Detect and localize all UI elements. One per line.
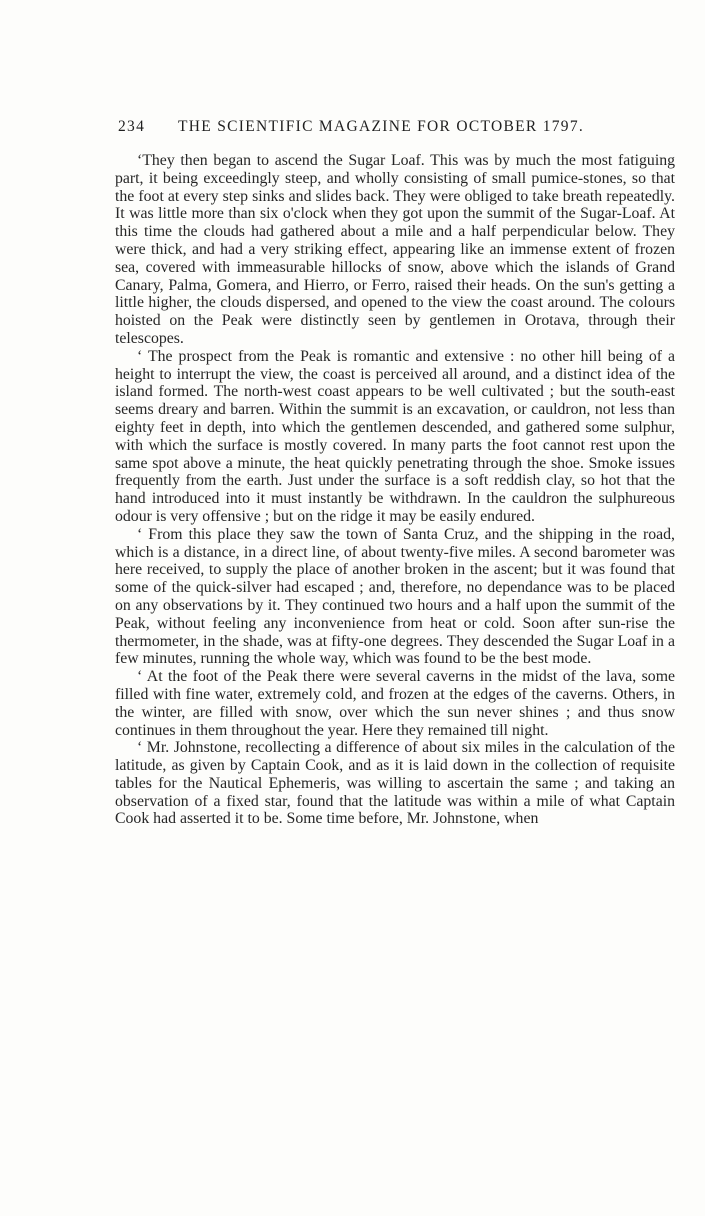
page-number: 234: [118, 118, 146, 135]
paragraph-3: ‘ From this place they saw the town of Santa Cruz, and the shipping in the road, which is a distance, in a direct line, of about twenty-five miles. A second barometer was here received, to supply the place of another broken in the ascent; but it was found that some of the quick-silver had escaped ; and, therefore, no dependance was to be placed on any observations by it. They continued two hours and a half upon the summit of the Peak, without feeling any inconvenience from heat or cold. Soon after sun-rise the thermometer, in the shade, was at fifty-one degrees. They descended the Sugar Loaf in a few minutes, running the whole way, which was found to be the best mode.: [115, 525, 675, 668]
running-title: THE SCIENTIFIC MAGAZINE FOR OCTOBER 1797.: [178, 118, 585, 135]
paragraph-4: ‘ At the foot of the Peak there were several caverns in the midst of the lava, some filled with fine water, extremely cold, and frozen at the edges of the caverns. Others, in the winter, are filled with snow, over which the sun never shines ; and thus snow continues in them throughout the year. Here they remained till night.: [115, 668, 675, 739]
paragraph-1: ‘They then began to ascend the Sugar Loaf. This was by much the most fatiguing part, it being exceedingly steep, and wholly consisting of small pumice-stones, so that the foot at every step sinks and slides back. They were obliged to take breath repeatedly. It was little more than six o'clock when they got upon the summit of the Sugar-Loaf. At this time the clouds had gathered about a mile and a half perpendicular below. They were thick, and had a very striking effect, appearing like an immense extent of frozen sea, covered with immeasurable hillocks of snow, above which the islands of Grand Canary, Palma, Gomera, and Hierro, or Ferro, raised their heads. On the sun's getting a little higher, the clouds dispersed, and opened to the view the coast around. The colours hoisted on the Peak were distinctly seen by gentlemen in Orotava, through their telescopes.: [115, 152, 675, 347]
article-body: [115, 152, 675, 828]
paragraph-2: ‘ The prospect from the Peak is romantic and extensive : no other hill being of a height to interrupt the view, the coast is perceived all around, and a distinct idea of the island formed. The north-west coast appears to be well cultivated ; but the south-east seems dreary and barren. Within the summit is an excavation, or cauldron, not less than eighty feet in depth, into which the gentlemen descended, and gathered some sulphur, with which the surface is mostly covered. In many parts the foot cannot rest upon the same spot above a minute, the heat quickly penetrating through the shoe. Smoke issues frequently from the earth. Just under the surface is a soft reddish clay, so hot that the hand introduced into it must instantly be withdrawn. In the cauldron the sulphureous odour is very offensive ; but on the ridge it may be easily endured.: [115, 347, 675, 525]
paragraph-5: ‘ Mr. Johnstone, recollecting a difference of about six miles in the calculation of the latitude, as given by Captain Cook, and as it is laid down in the collection of requisite tables for the Nautical Ephemeris, was willing to ascertain the same ; and taking an observation of a fixed star, found that the latitude was within a mile of what Captain Cook had asserted it to be. Some time before, Mr. Johnstone, when: [115, 739, 675, 828]
running-header: [118, 118, 678, 144]
